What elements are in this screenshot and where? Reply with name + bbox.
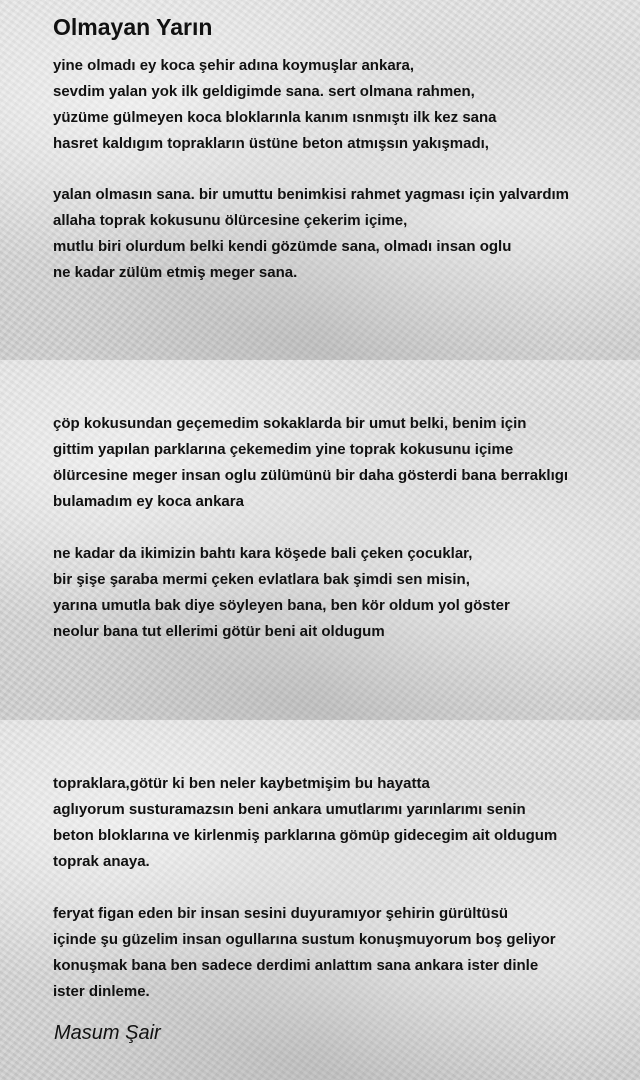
- poem-stanza-1: [53, 53, 633, 157]
- poem-line: yüzüme gülmeyen koca bloklarınla kanım ısnmıştı ilk kez sana: [53, 109, 497, 126]
- poem-line: yalan olmasın sana. bir umuttu benimkisi rahmet yagması için yalvardım: [53, 186, 570, 203]
- poem-line: ölürcesine meger insan oglu zülümünü bir daha gösterdi bana berraklıgı: [53, 467, 569, 484]
- poem-stanza-6: [53, 901, 633, 1005]
- poem-line: beton bloklarına ve kirlenmiş parklarına gömüp gidecegim ait oldugum: [53, 827, 558, 844]
- poem-line: yine olmadı ey koca şehir adına koymuşlar ankara,: [53, 57, 415, 74]
- poem-line: sevdim yalan yok ilk geldigimde sana. sert olmana rahmen,: [53, 83, 475, 100]
- poem-line: ister dinleme.: [53, 983, 150, 1000]
- poem-stanza-3: [53, 411, 633, 515]
- poem-line: bulamadım ey koca ankara: [53, 493, 244, 510]
- poem-line: bir şişe şaraba mermi çeken evlatlara bak şimdi sen misin,: [53, 571, 470, 588]
- poem-line: yarına umutla bak diye söyleyen bana, ben kör oldum yol göster: [53, 597, 510, 614]
- poem-line: aglıyorum susturamazsın beni ankara umutlarımı yarınlarımı senin: [53, 801, 526, 818]
- poem-line: çöp kokusundan geçemedim sokaklarda bir umut belki, benim için: [53, 415, 527, 432]
- poem-line: toprak anaya.: [53, 853, 150, 870]
- poem-author: Masum Şair: [54, 1022, 161, 1044]
- poem-stanza-4: [53, 541, 633, 645]
- poem-line: hasret kaldıgım toprakların üstüne beton atmışsın yakışmadı,: [53, 135, 489, 152]
- poem-line: feryat figan eden bir insan sesini duyuramıyor şehirin gürültüsü: [53, 905, 509, 922]
- poem-line: ne kadar da ikimizin bahtı kara köşede bali çeken çocuklar,: [53, 545, 473, 562]
- poem-line: içinde şu güzelim insan ogullarına sustum konuşmuyorum boş geliyor: [53, 931, 556, 948]
- poem-line: gittim yapılan parklarına çekemedim yine toprak kokusunu içime: [53, 441, 514, 458]
- poem-line: ne kadar zülüm etmiş meger sana.: [53, 264, 298, 281]
- poem-line: topraklara,götür ki ben neler kaybetmişim bu hayatta: [53, 775, 430, 792]
- poem-line: konuşmak bana ben sadece derdimi anlattım sana ankara ister dinle: [53, 957, 539, 974]
- poem-line: neolur bana tut ellerimi götür beni ait oldugum: [53, 623, 385, 640]
- poem-line: mutlu biri olurdum belki kendi gözümde sana, olmadı insan oglu: [53, 238, 512, 255]
- poem-stanza-2: [53, 182, 633, 286]
- poem-line: allaha toprak kokusunu ölürcesine çekerim içime,: [53, 212, 408, 229]
- poem-title: Olmayan Yarın: [53, 14, 213, 40]
- poem-stanza-5: [53, 771, 633, 875]
